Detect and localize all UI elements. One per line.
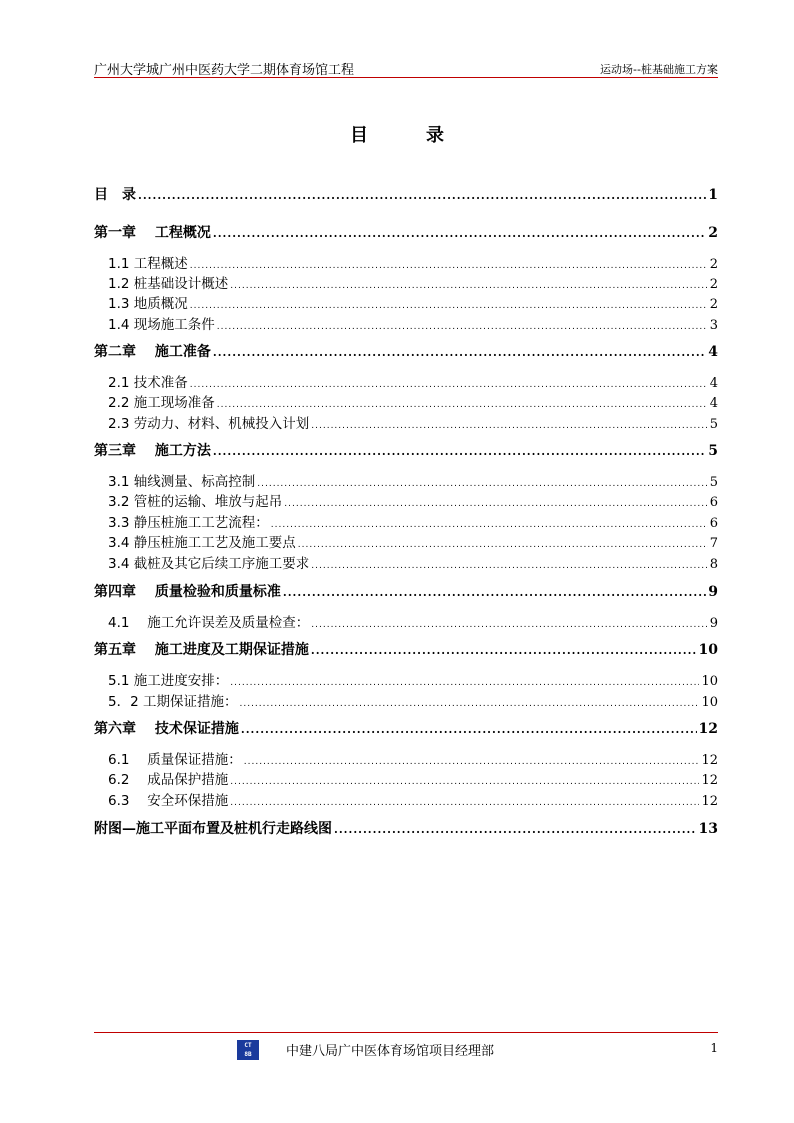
toc-entry-label: 第二章 施工准备 xyxy=(94,344,211,360)
leader-dots xyxy=(311,644,697,657)
toc-entry-4-1[interactable] xyxy=(108,611,718,631)
toc-entry-appendix[interactable] xyxy=(94,818,718,838)
toc-page-number: 12 xyxy=(698,721,718,737)
leader-dots xyxy=(190,380,708,390)
toc-page-number: 1 xyxy=(708,187,718,203)
toc-page-number: 5 xyxy=(709,475,718,490)
toc-page-number: 9 xyxy=(708,584,718,600)
leader-dots xyxy=(213,346,706,359)
toc-entry-label: 5.1 施工进度安排： xyxy=(108,673,229,689)
leader-dots xyxy=(230,281,707,291)
leader-dots xyxy=(284,499,707,509)
toc-page-number: 9 xyxy=(709,616,718,631)
leader-dots xyxy=(230,777,699,787)
toc-page-number: 12 xyxy=(701,753,718,768)
toc-entry-label: 4.1 施工允许误差及质量检查： xyxy=(108,615,310,631)
toc-entry-1-3[interactable] xyxy=(108,292,718,312)
leader-dots xyxy=(311,620,707,630)
toc-page-number: 4 xyxy=(709,376,718,391)
toc-entry-chapter-4[interactable] xyxy=(94,581,718,601)
toc-page-number: 13 xyxy=(698,821,718,837)
document-subtitle: 运动场--桩基础施工方案 xyxy=(600,63,718,76)
page-header xyxy=(94,57,718,77)
toc-entry-3-1[interactable] xyxy=(108,470,718,490)
leader-dots xyxy=(239,699,699,709)
leader-dots xyxy=(138,189,706,202)
leader-dots xyxy=(257,479,707,489)
toc-entry-6-1[interactable] xyxy=(108,748,718,768)
toc-page-number: 2 xyxy=(709,277,718,292)
footer-divider xyxy=(94,1032,718,1033)
toc-entry-6-3[interactable] xyxy=(108,789,718,809)
toc-entry-2-1[interactable] xyxy=(108,371,718,391)
leader-dots xyxy=(271,520,708,530)
toc-entry-chapter-3[interactable] xyxy=(94,440,718,460)
toc-entry-1-4[interactable] xyxy=(108,313,718,333)
toc-entry-1-2[interactable] xyxy=(108,272,718,292)
leader-dots xyxy=(213,227,706,240)
toc-page-number: 10 xyxy=(698,642,718,658)
toc-page-number: 2 xyxy=(708,225,718,241)
toc-page-number: 4 xyxy=(709,396,718,411)
toc-entry-3-5[interactable] xyxy=(108,552,718,572)
toc-entry-label: 5．2 工期保证措施： xyxy=(108,694,238,710)
leader-dots xyxy=(190,261,708,271)
toc-entry-2-2[interactable] xyxy=(108,391,718,411)
toc-entry-label: 1.2 桩基础设计概述 xyxy=(108,276,229,292)
toc-entry-label: 3.4 静压桩施工工艺及施工要点 xyxy=(108,535,296,551)
leader-dots xyxy=(217,322,708,332)
toc-entry-label: 第四章 质量检验和质量标准 xyxy=(94,584,281,600)
company-logo: CT 8B xyxy=(237,1040,259,1060)
toc-entry-2-3[interactable] xyxy=(108,412,718,432)
leader-dots xyxy=(298,540,708,550)
toc-entry-label: 3.4 截桩及其它后续工序施工要求 xyxy=(108,556,310,572)
leader-dots xyxy=(190,301,708,311)
toc-entry-3-3[interactable] xyxy=(108,511,718,531)
footer-page-number: 1 xyxy=(710,1041,718,1055)
toc-page-number: 3 xyxy=(709,318,718,333)
toc-entry-contents[interactable] xyxy=(94,184,718,204)
project-title: 广州大学城广州中医药大学二期体育场馆工程 xyxy=(94,63,355,78)
toc-page-number: 12 xyxy=(701,773,718,788)
toc-entry-3-4[interactable] xyxy=(108,531,718,551)
toc-entry-label: 第三章 施工方法 xyxy=(94,443,211,459)
toc-page-number: 2 xyxy=(709,297,718,312)
toc-entry-label: 3.1 轴线测量、标高控制 xyxy=(108,474,256,490)
leader-dots xyxy=(311,421,707,431)
toc-entry-label: 3.2 管桩的运输、堆放与起吊 xyxy=(108,494,283,510)
toc-entry-label: 1.4 现场施工条件 xyxy=(108,317,215,333)
leader-dots xyxy=(230,678,699,688)
toc-entry-label: 第五章 施工进度及工期保证措施 xyxy=(94,642,309,658)
leader-dots xyxy=(241,723,697,736)
toc-entry-label: 6.3 安全环保措施 xyxy=(108,793,229,809)
toc-page-number: 5 xyxy=(709,417,718,432)
toc-entry-chapter-6[interactable] xyxy=(94,718,718,738)
toc-entry-3-2[interactable] xyxy=(108,490,718,510)
toc-entry-label: 2.1 技术准备 xyxy=(108,375,188,391)
toc-entry-label: 3.3 静压桩施工工艺流程： xyxy=(108,515,269,531)
toc-page-number: 2 xyxy=(709,257,718,272)
leader-dots xyxy=(217,400,708,410)
toc-entry-label: 2.2 施工现场准备 xyxy=(108,395,215,411)
toc-page-number: 6 xyxy=(709,516,718,531)
toc-entry-label: 6.2 成品保护措施 xyxy=(108,772,229,788)
toc-entry-5-2[interactable] xyxy=(108,690,718,710)
toc-entry-label: 第一章 工程概况 xyxy=(94,225,211,241)
toc-entry-chapter-5[interactable] xyxy=(94,639,718,659)
toc-entry-label: 1.1 工程概述 xyxy=(108,256,188,272)
leader-dots xyxy=(230,798,699,808)
header-divider xyxy=(94,77,718,78)
toc-page-number: 10 xyxy=(701,674,718,689)
toc-page-number: 6 xyxy=(709,495,718,510)
toc-entry-label: 6.1 质量保证措施： xyxy=(108,752,242,768)
toc-page-number: 7 xyxy=(709,536,718,551)
leader-dots xyxy=(213,445,706,458)
toc-page-number: 5 xyxy=(708,443,718,459)
toc-entry-6-2[interactable] xyxy=(108,768,718,788)
toc-page-number: 4 xyxy=(708,344,718,360)
leader-dots xyxy=(334,823,697,836)
page-title: 目 录 xyxy=(350,125,464,146)
toc-entry-label: 第六章 技术保证措施 xyxy=(94,721,239,737)
toc-entry-5-1[interactable] xyxy=(108,669,718,689)
toc-entry-label: 目 录 xyxy=(94,187,136,203)
toc-page-number: 10 xyxy=(701,695,718,710)
leader-dots xyxy=(283,586,706,599)
footer-organization: 中建八局广中医体育场馆项目经理部 xyxy=(286,1044,495,1059)
toc-entry-chapter-2[interactable] xyxy=(94,341,718,361)
toc-entry-label: 附图—施工平面布置及桩机行走路线图 xyxy=(94,821,332,837)
toc-entry-label: 1.3 地质概况 xyxy=(108,296,188,312)
toc-entry-label: 2.3 劳动力、材料、机械投入计划 xyxy=(108,416,310,432)
toc-page-number: 8 xyxy=(709,557,718,572)
toc-entry-1-1[interactable] xyxy=(108,252,718,272)
leader-dots xyxy=(311,561,707,571)
leader-dots xyxy=(244,757,700,767)
toc-entry-chapter-1[interactable] xyxy=(94,222,718,242)
toc-page-number: 12 xyxy=(701,794,718,809)
